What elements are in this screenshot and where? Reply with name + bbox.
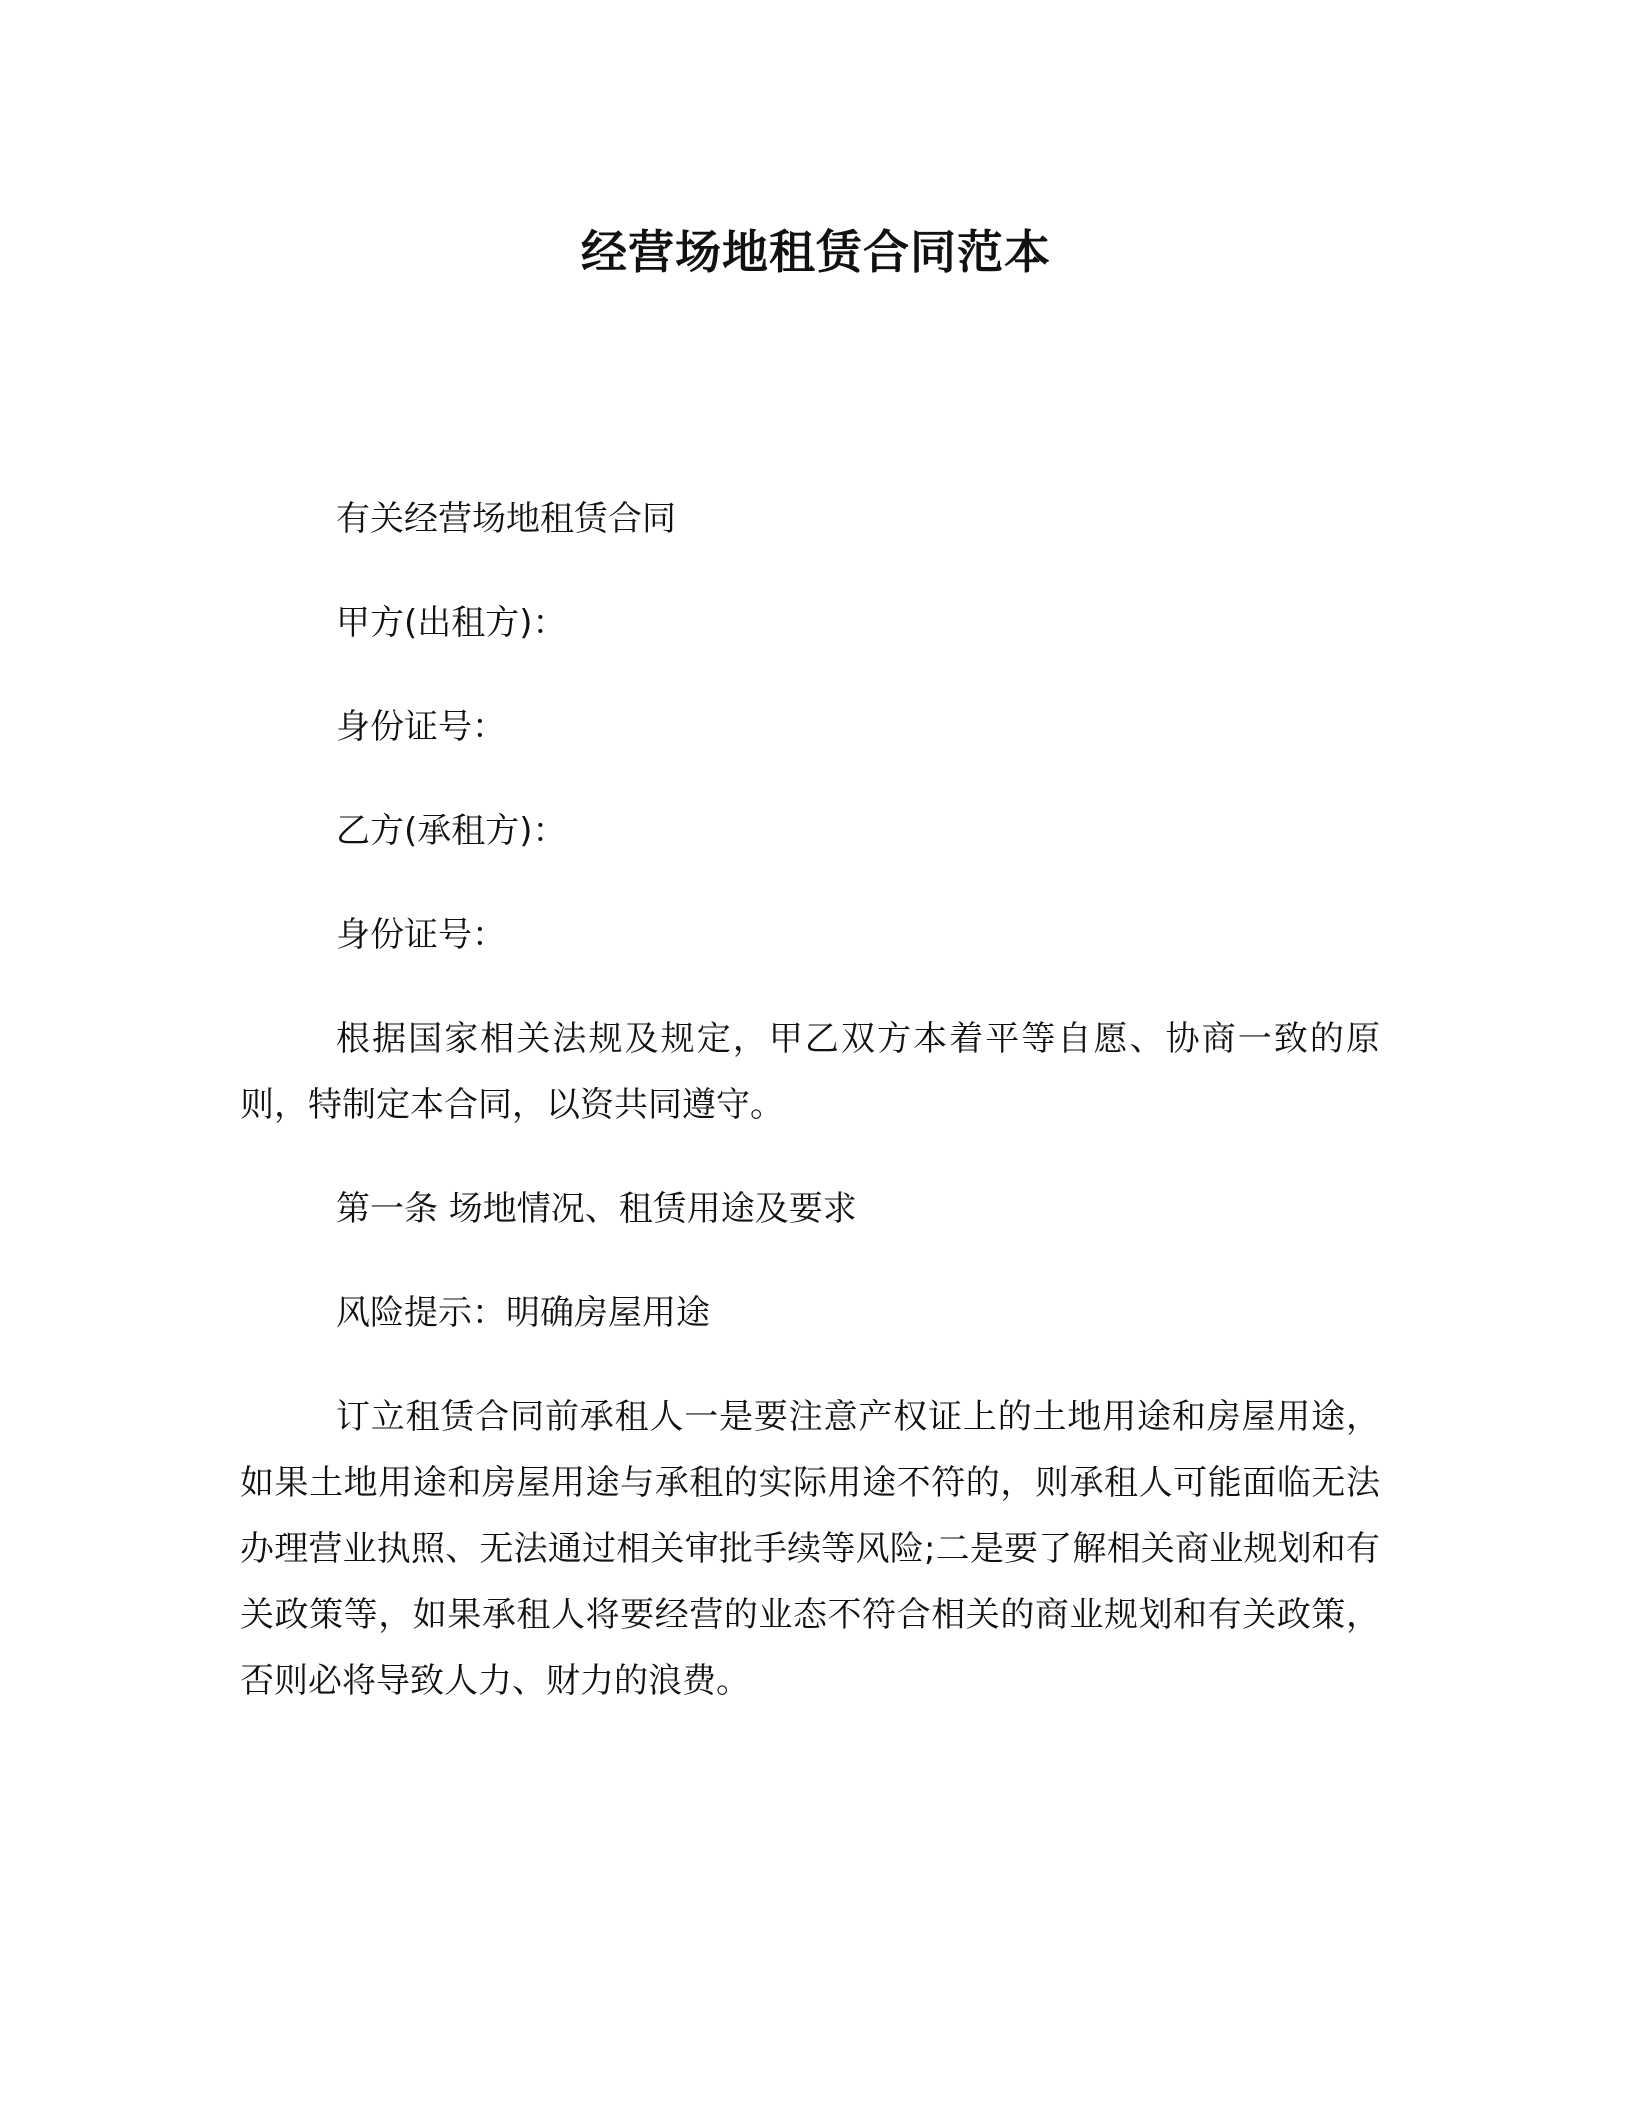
document-body (240, 486, 1380, 1752)
risk-note-heading: 风险提示：明确房屋用途 (336, 1293, 710, 1333)
party-a-id-line: 身份证号： (336, 707, 506, 747)
party-b-line: 乙方(承租方)： (336, 811, 567, 851)
risk-note-paragraph: 订立租赁合同前承租人一是要注意产权证上的土地用途和房屋用途，如果土地用途和房屋用途与承租的实际用途不符的，则承租人可能面临无法办理营业执照、无法通过相关审批手续等风险;二是要了解相关商业规划和有关政策等，如果承租人将要经营的业态不符合相关的商业规划和有关政策，否则必将导致人力、财力的浪费。 (240, 1397, 1380, 1701)
article-one-heading: 第一条 场地情况、租赁用途及要求 (336, 1189, 857, 1229)
party-a-line: 甲方(出租方)： (336, 603, 567, 643)
contract-heading: 有关经营场地租赁合同 (336, 499, 676, 539)
preamble-paragraph: 根据国家相关法规及规定，甲乙双方本着平等自愿、协商一致的原则，特制定本合同，以资共同遵守。 (240, 1019, 1380, 1125)
document-title: 经营场地租赁合同范本 (581, 225, 1051, 279)
party-b-id-line: 身份证号： (336, 915, 506, 955)
